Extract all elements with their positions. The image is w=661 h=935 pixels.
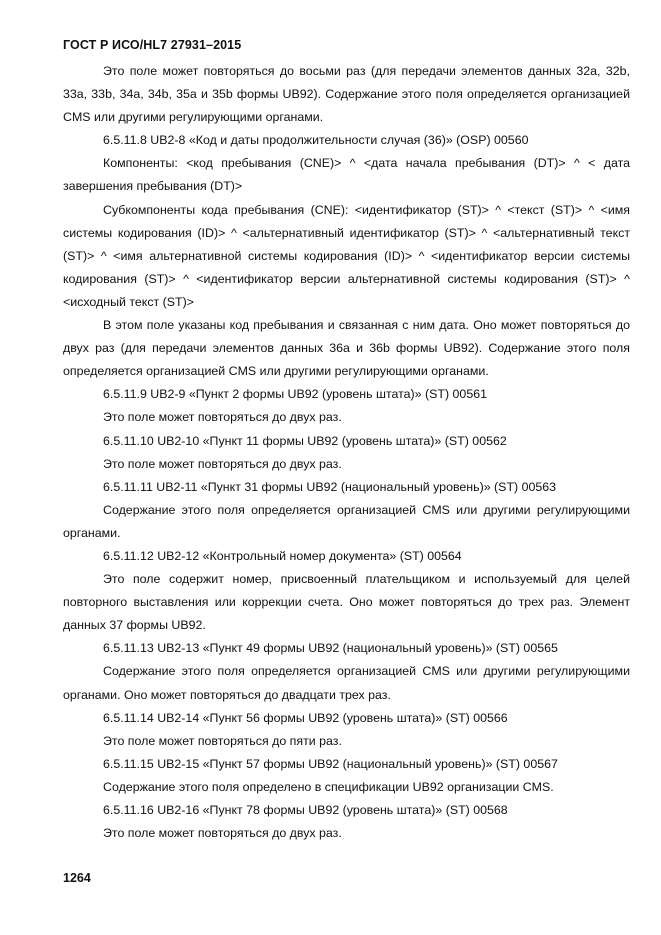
section-heading: 6.5.11.16 UB2-16 «Пункт 78 формы UB92 (уровень штата)» (ST) 00568 bbox=[103, 803, 508, 817]
section-heading: 6.5.11.14 UB2-14 «Пункт 56 формы UB92 (уровень штата)» (ST) 00566 bbox=[103, 710, 508, 725]
paragraph: Это поле содержит номер, присвоенный плательщиком и используемый для целей повторного выставления или коррекции счета. Оно может повторяться до трех раз. Элемент данных 37 формы UB92. bbox=[63, 572, 630, 633]
paragraph: Это поле может повторяться до пяти раз. bbox=[103, 733, 342, 748]
paragraph: Содержание этого поля определяется организацией CMS или другими регулирующими органами. bbox=[63, 502, 630, 540]
paragraph: Компоненты: <код пребывания (CNE)> ^ <дата начала пребывания (DT)> ^ < дата завершения пребывания (DT)> bbox=[63, 156, 630, 194]
paragraph: Это поле может повторяться до восьми раз (для передачи элементов данных 32a, 32b, 33a, 33b, 34a, 34b, 35a и 35b формы UB92). Содержание этого поля определяется организацией CMS или другими регулирующими органами. bbox=[63, 64, 630, 125]
page-number: 1264 bbox=[63, 871, 91, 885]
section-heading: 6.5.11.13 UB2-13 «Пункт 49 формы UB92 (национальный уровень)» (ST) 00565 bbox=[103, 641, 558, 656]
section-heading: 6.5.11.15 UB2-15 «Пункт 57 формы UB92 (национальный уровень)» (ST) 00567 bbox=[103, 756, 558, 771]
paragraph: Это поле может повторяться до двух раз. bbox=[103, 826, 342, 841]
paragraph: Содержание этого поля определяется организацией CMS или другими регулирующими органами. Оно может повторяться до двадцати трех раз. bbox=[63, 664, 630, 702]
paragraph: В этом поле указаны код пребывания и связанная с ним дата. Оно может повторяться до двух раз (для передачи элементов данных 36a и 36b формы UB92). Содержание этого поля определяется организацией CMS или другими регулирующими органами. bbox=[63, 318, 630, 379]
section-heading: 6.5.11.12 UB2-12 «Контрольный номер документа» (ST) 00564 bbox=[103, 548, 462, 563]
section-heading: 6.5.11.11 UB2-11 «Пункт 31 формы UB92 (национальный уровень)» (ST) 00563 bbox=[103, 479, 557, 494]
document-header: ГОСТ Р ИСО/HL7 27931–2015 bbox=[63, 38, 242, 52]
section-heading: 6.5.11.9 UB2-9 «Пункт 2 формы UB92 (уровень штата)» (ST) 00561 bbox=[103, 387, 487, 402]
section-heading: 6.5.11.8 UB2-8 «Код и даты продолжительности случая (36)» (OSP) 00560 bbox=[103, 133, 529, 148]
paragraph: Это поле может повторяться до двух раз. bbox=[103, 456, 342, 471]
paragraph: Субкомпоненты кода пребывания (CNE): <идентификатор (ST)> ^ <текст (ST)> ^ <имя системы кодирования (ID)> ^ <альтернативный идентификатор (ST)> ^ <альтернативный текст (ST)> ^ <имя альтернативной системы кодирования (ID)> ^ <идентификатор версии системы кодирования (ST)> ^ <идентификатор версии альтернативной системы кодирования (ST)> ^ <исходный текст (ST)> bbox=[63, 202, 630, 309]
document-body bbox=[63, 60, 630, 845]
paragraph: Это поле может повторяться до двух раз. bbox=[103, 410, 342, 425]
paragraph: Содержание этого поля определено в спецификации UB92 организации CMS. bbox=[103, 779, 554, 794]
section-heading: 6.5.11.10 UB2-10 «Пункт 11 формы UB92 (уровень штата)» (ST) 00562 bbox=[103, 433, 507, 448]
